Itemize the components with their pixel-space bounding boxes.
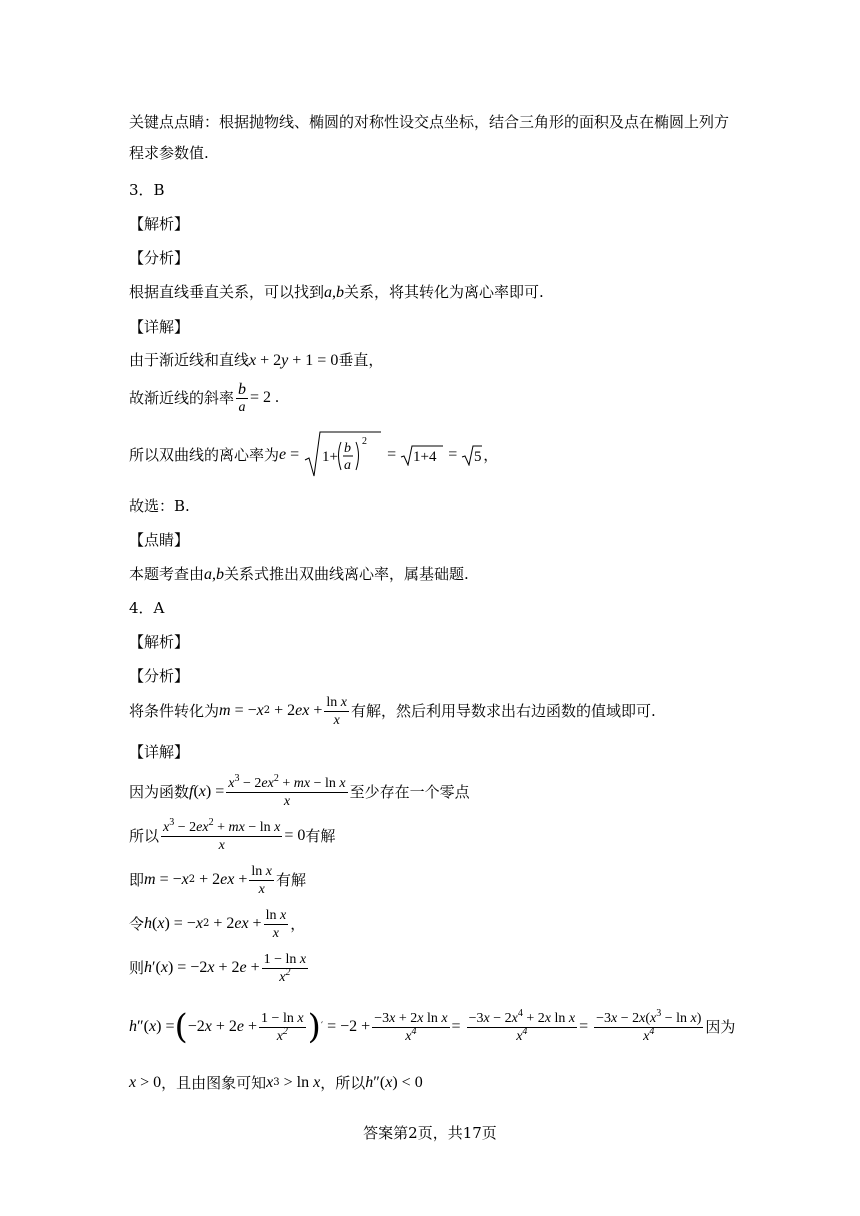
question-number: 3．B <box>129 181 165 199</box>
formula-line: 令 h ( x ) = − x 2 + 2 ex + $\frac{\text{ln x}}{x}$ ， <box>129 907 306 941</box>
formula-line: 即 m = − x 2 + 2 ex + $\frac{\text{ln x}}{x}$ 有解 <box>129 863 306 897</box>
text-line: 故选：B. <box>129 497 190 515</box>
text-line: 由于渐近线和直线x + 2y + 1 = 0垂直， <box>129 351 384 369</box>
section-heading: 【分析】 <box>129 249 190 267</box>
svg-text:b: b <box>344 441 352 456</box>
section-heading: 【分析】 <box>129 667 190 685</box>
formula-line: 所以双曲线的离心率为 e = 1+ b a 2 = 1+4 = 5 ， <box>129 430 498 480</box>
text-line: 本题考查由a,b关系式推出双曲线离心率，属基础题. <box>129 565 469 583</box>
formula-line: 将条件转化为 m = − x 2 + 2 ex + $\frac{\text{ln x}}{x}$ 有解，然后利用导数求出右边函数的值域即可. <box>129 694 656 728</box>
page-footer: 答案第2页，共17页 <box>363 1124 497 1142</box>
text-line: 关键点点睛：根据抛物线、椭圆的对称性设交点坐标，结合三角形的面积及点在椭圆上列方 <box>129 113 730 131</box>
section-heading: 【解析】 <box>129 633 190 651</box>
question-number: 4．A <box>129 599 165 617</box>
section-heading: 【详解】 <box>129 743 190 761</box>
formula-line: h ″( x ) = ( −2 x + 2 e + $\frac{\text{1 − ln x}}{x^2}$ ) ′ = −2 + $\frac{\text{−3x + 2x ln x}}{x^4}$ = $\frac{-3x - 2x^4 + 2x \ln x}{x^4}$ = $\frac{-3x - 2x(x^3 - \ln x)}{x^4}$ 因为 <box>129 1007 736 1047</box>
formula-line: 则 h ′( x ) = −2 x + 2 e + $\frac{\text{1 − ln x}}{x^2}$ <box>129 951 307 985</box>
sqrt-expression <box>461 444 483 466</box>
svg-text:2: 2 <box>362 436 368 447</box>
svg-text:1+4: 1+4 <box>413 449 437 465</box>
section-heading: 【详解】 <box>129 318 190 336</box>
section-heading: 【解析】 <box>129 215 190 233</box>
svg-text:a: a <box>344 458 352 473</box>
text-line: 根据直线垂直关系，可以找到a,b关系，将其转化为离心率即可. <box>129 283 544 301</box>
formula-line: 所以 $\frac{x^3 - 2ex^2 + mx - \ln x}{x}$ = 0 有解 <box>129 816 336 853</box>
svg-text:5: 5 <box>474 449 482 465</box>
text-line: 故渐近线的斜率 $\frac{b}{a}$ = 2 . <box>129 380 280 415</box>
formula-line: x > 0 ，且由图象可知 x 3 > ln x ，所以 h ″( x ) < 0 <box>129 1074 423 1092</box>
sqrt-expression <box>303 430 383 480</box>
section-heading: 【点睛】 <box>129 531 190 549</box>
formula-line: 因为函数 f ( x ) = $\frac{x^3 - 2ex^2 + mx - \ln x}{x}$ 至少存在一个零点 <box>129 772 470 809</box>
sqrt-expression <box>400 444 444 466</box>
text-line: 程求参数值. <box>129 144 209 162</box>
svg-text:1+: 1+ <box>322 449 339 465</box>
